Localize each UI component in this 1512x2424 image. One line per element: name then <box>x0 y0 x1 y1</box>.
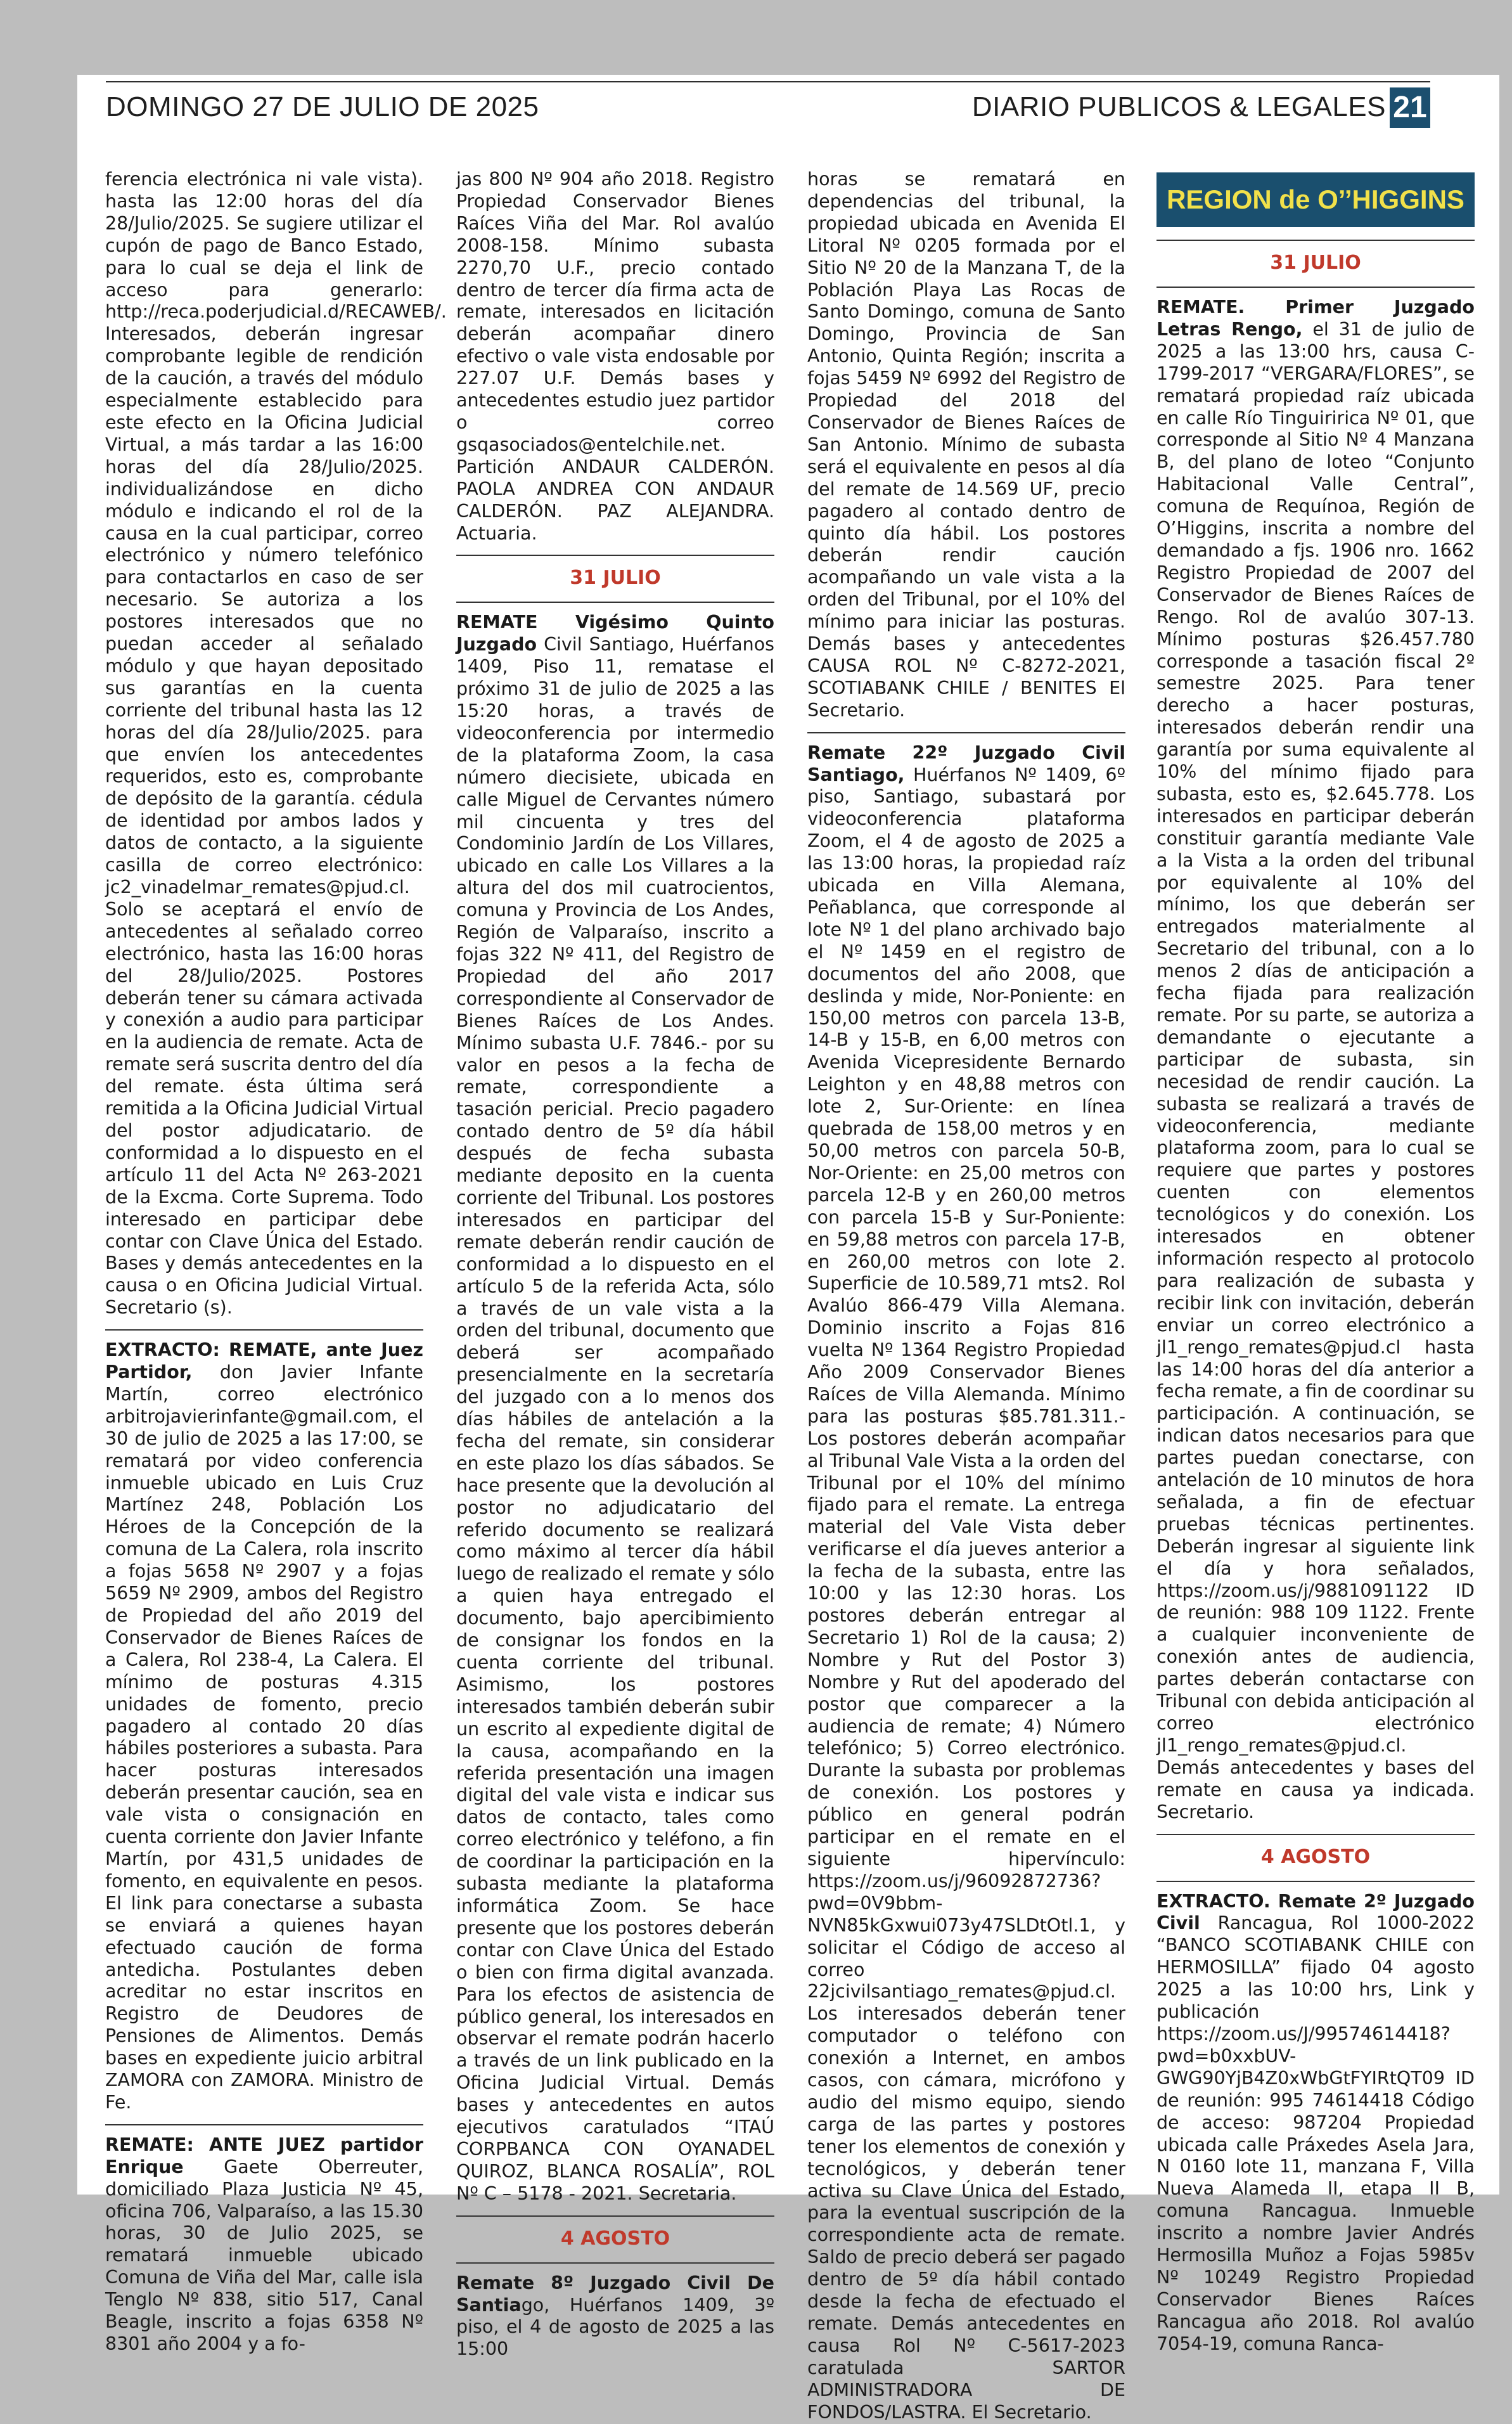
header-publication: DIARIO PUBLICOS & LEGALES <box>971 91 1386 122</box>
notice-text: ferencia electrónica ni vale vista). hasta las 12:00 horas del día 28/Julio/2025. Se sugiere utilizar el cupón de pago de Banco Estado, para lo cual se deja el link de acceso para generarlo: http://reca.poderjudicial.d/RECAWEB/. Interesados, deberán ingresar comprobante legible de rendición de la caución, a través del módulo especialmente establecido para este efecto en la Oficina Judicial Virtual, a más tardar a las 16:00 horas del día 28/Julio/2025. individualizándose en dicho módulo e indicando el rol de la causa en la cual participar, correo electrónico y número telefónico para contactarlos en caso de ser necesario. Se autoriza a los postores interesados que no puedan acceder al señalado módulo y que hayan depositado sus garantías en la cuenta corriente del tribunal hasta las 12 horas del día 28/Julio/2025. para que envíen los antecedentes requeridos, esto es, comprobante de depósito de la garantía. cédula de identidad por ambos lados y datos de contacto, a la siguiente casilla de correo electrónico: jc2_vinadelmar_remates@pjud.cl. Solo se aceptará el envío de antecedentes al señalado correo electrónico, hasta las 16:00 horas del 28/Julio/2025. Postores deberán tener su cámara activada y conexión a audio para participar en la audiencia de remate. Acta de remate será suscrita dentro del día del remate. ésta última será remitida a la Oficina Judicial Virtual del postor adjudicatario. de conformidad a lo dispuesto en el artículo 11 del Acta Nº 263-2021 de la Excma. Corte Suprema. Todo interesado en participar debe contar con Clave Única del Estado. Bases y demás antecedentes en la causa o en Oficina Judicial Virtual. Secretario (s). <box>105 169 447 1318</box>
notice <box>807 742 1125 2424</box>
header-date: DOMINGO 27 DE JULIO DE 2025 <box>106 91 539 122</box>
notice-text: jas 800 Nº 904 año 2018. Registro Propiedad Conservador Bienes Raíces Viña del Mar. Rol avalúo 2008-158. Mínimo subasta 2270,70 U.F., precio contado dentro de tercer día firma acta de remate, interesados en licitación deberán acompañar dinero efectivo o vale vista endosable por 227.07 U.F. Demás bases y antecedentes estudio juez partidor o correo gsqasociados@entelchile.net. Partición ANDAUR CALDERÓN. PAOLA ANDREA CON ANDAUR CALDERÓN. PAZ ALEJANDRA. Actuaria. <box>456 169 774 544</box>
section-date: 4 AGOSTO <box>1260 1845 1371 1868</box>
divider <box>456 2262 774 2264</box>
notice <box>456 612 774 2205</box>
notice-text: horas se rematará en dependencias del tribunal, la propiedad ubicada en Avenida El Litoral Nº 0205 formada por el Sitio Nº 20 de la Manzana T, de la Población Playa Las Rocas de Santo Domingo, comuna de Santo Domingo, Provincia de San Antonio, Quinta Región; inscrita a fojas 5459 Nº 6992 del Registro de Propiedad del 2018 del Conservador de Bienes Raíces de San Antonio. Mínimo de subasta será el equivalente en pesos al día del remate de 14.569 UF, precio pagadero al contado dentro de quinto día hábil. Los postores deberán rendir caución acompañando un vale vista a la orden del Tribunal, por el 10% del mínimo para iniciar las posturas. Demás bases y antecedentes CAUSA ROL Nº C-8272-2021, SCOTIABANK CHILE / BENITES El Secretario. <box>807 169 1125 721</box>
notice-body: go, Huérfanos 1409, 3º piso, el 4 de agosto de 2025 a las 15:00 <box>456 2294 774 2360</box>
divider <box>807 732 1125 733</box>
divider <box>1156 240 1475 241</box>
page-header <box>106 81 1430 128</box>
column-1 <box>105 169 447 2354</box>
divider <box>105 2124 423 2125</box>
divider <box>456 602 774 603</box>
notice-body: Gaete Oberreuter, domiciliado Plaza Justicia Nº 45, oficina 706, Valparaíso, a las 15.30 horas, 30 de Julio 2025, se rematará inmueble ubicado Comuna de Viña del Mar, calle isla Tenglo Nº 838, sitio 517, Canal Beagle, inscrito a fojas 6358 Nº 8301 año 2004 y a fo- <box>105 2156 423 2354</box>
newspaper-page <box>77 75 1499 2423</box>
notice-heading: Remate 8º Juzgado Civil De Santia <box>456 2272 774 2316</box>
region-banner: REGION de O’’HIGGINS <box>1156 172 1475 227</box>
divider <box>105 1329 423 1331</box>
notice-heading: REMATE. Primer Juzgado Letras Rengo, <box>1156 297 1475 340</box>
notice-body: Rancagua, Rol 1000-2022 “BANCO SCOTIABANK CHILE con HERMOSILLA” fijado 04 agosto 2025 a las 10:00 hrs, Link y publicación https://zoom.us/J/99574614418?pwd=b0xxbUV-GWG90YjB4Z0xWbGtFYIRtQT09 ID de reunión: 995 74614418 Código de acceso: 987204 Propiedad ubicada calle Práxedes Asela Jara, N 0160 lote 11, manzana F, Villa Nueva Alameda II, etapa II B, comuna Rancagua. Inmueble inscrito a nombre Javier Andrés Hermosilla Muñoz a Fojas 5985v Nº 10249 Registro Propiedad Conservador Bienes Raíces Rancagua año 2018. Rol avalúo 7054-19, comuna Ranca- <box>1156 1912 1475 2354</box>
column-3 <box>807 169 1125 2423</box>
section-date: 31 JULIO <box>1270 252 1361 274</box>
notice <box>1156 1891 1475 2356</box>
notice-heading: EXTRACTO. Remate 2º Juzgado Civil <box>1156 1890 1475 1934</box>
notice-heading: REMATE: ANTE JUEZ partidor Enrique <box>105 2134 423 2177</box>
notice <box>105 1339 423 2114</box>
column-2 <box>456 169 774 2360</box>
notice-heading: REMATE Vigésimo Quinto Juzgado <box>456 612 774 655</box>
column-4 <box>1156 169 1475 2354</box>
notice <box>456 2272 774 2361</box>
notice-heading: EXTRACTO: REMATE, ante Juez Partidor, <box>105 1339 423 1383</box>
page-number: 21 <box>1390 87 1430 128</box>
divider <box>1156 287 1475 288</box>
notice-body: Civil Santiago, Huérfanos 1409, Piso 11, rematase el próximo 31 de julio de 2025 a las 15:20 horas, a través de videoconferencia por intermedio de la plataforma Zoom, la casa número diecisiete, ubicada en calle Miguel de Cervantes número mil cincuenta y tres del Condominio Jardín de Los Villares, ubicado en calle Los Villares a la altura del dos mil cuatrocientos, comuna y Provincia de Los Andes, Región de Valparaíso, inscrito a fojas 322 Nº 411, del Registro de Propiedad del año 2017 correspondiente al Conservador de Bienes Raíces de Los Andes. Mínimo subasta U.F. 7846.- por su valor en pesos a la fecha de remate, correspondiente a tasación pericial. Precio pagadero contado dentro de 5º día hábil después de fecha subasta mediante deposito en la cuenta corriente del Tribunal. Los postores interesados en participar del remate deberán rendir caución de conformidad a lo dispuesto en el artículo 5 de la referida Acta, sólo a través de un vale vista a la orden del tribunal, documento que deberá ser acompañado presencialmente en la secretaría del juzgado con a lo menos dos días hábiles de antelación a la fecha del remate, sin considerar en este plazo los días sábados. Se hace presente que la devolución al postor no adjudicatario del referido documento se realizará como máximo al tercer día hábil luego de realizado el remate y sólo a quien haya entregado el documento, bajo apercibimiento de consignar los fondos en la cuenta corriente del tribunal. Asimismo, los postores interesados también deberán subir un escrito al expediente digital de la causa, acompañando en la referida presentación una imagen digital del vale vista e indicar sus datos de contacto, tales como correo electrónico y teléfono, a fin de coordinar la participación en la subasta mediante la plataforma informática Zoom. Se hace presente que los postores deberán contar con Clave Única del Estado o bien con firma digital avanzada. Para los efectos de asistencia de público general, los interesados en observar el remate podrán hacerlo a través de un link publicado en la Oficina Judicial Virtual. Demás bases y antecedentes en autos ejecutivos caratulados “ITAÚ CORPBANCA CON OYANADEL QUIROZ, BLANCA ROSALÍA”, ROL Nº C – 5178 - 2021. Secretaria. <box>456 634 774 2204</box>
divider <box>456 555 774 556</box>
notice-body: don Javier Infante Martín, correo electrónico arbitrojavierinfante@gmail.com, el 30 de julio de 2025 a las 17:00, se rematará por video conferencia inmueble ubicado en Luis Cruz Martínez 248, Población Los Héroes de la Concepción de la comuna de La Calera, rola inscrito a fojas 5658 Nº 2907 y a fojas 5659 Nº 2909, ambos del Registro de Propiedad del año 2019 del Conservador de Bienes Raíces de a Calera, Rol 238-4, La Calera. El mínimo de posturas 4.315 unidades de fomento, precio pagadero al contado 20 días hábiles posteriores a subasta. Para hacer posturas interesados deberán presentar caución, sea en vale vista o consignación en cuenta corriente don Javier Infante Martín, por 431,5 unidades de fomento, en equivalente en pesos. El link para conectarse a subasta se enviará a quienes hayan efectuado caución de forma antedicha. Postulantes deben acreditar no estar inscritos en Registro de Deudores de Pensiones de Alimentos. Demás bases en expediente juicio arbitral ZAMORA con ZAMORA. Ministro de Fe. <box>105 1362 423 2113</box>
section-date: 31 JULIO <box>570 567 661 590</box>
divider <box>456 2215 774 2217</box>
notice <box>1156 297 1475 1824</box>
section-date: 4 AGOSTO <box>560 2227 670 2250</box>
notice <box>105 2134 423 2356</box>
notice-heading: Remate 22º Juzgado Civil Santiago, <box>807 742 1125 785</box>
notice-body: el 31 de julio de 2025 a las 13:00 hrs, causa C-1799-2017 “VERGARA/FLORES”, se rematará propiedad raíz ubicada en calle Río Tinguiririca Nº 01, que corresponde al Sitio Nº 4 Manzana B, del plano de loteo “Conjunto Habitacional Valle Central”, comuna de Requínoa, Región de O’Higgins, inscrita a nombre del demandado a fjs. 1906 nro. 1662 Registro Propiedad de 2007 del Conservador de Bienes Raíces de Rengo. Rol de avalúo 307-13. Mínimo posturas $26.457.780 corresponde a tasación fiscal 2º semestre 2025. Para tener derecho a hacer posturas, interesados deberán rendir una garantía por suma equivalente al 10% del mínimo fijado para subasta, esto es, $2.645.778. Los interesados en participar deberán constituir garantía mediante Vale a la Vista a la orden del tribunal por equivalente al 10% del mínimo, los que deberán ser entregados materialmente al Secretario del tribunal, con a lo menos 2 días de anticipación a fecha fijada para realización remate. Por su parte, se autoriza a demandante o ejecutante a participar de subasta, sin necesidad de rendir caución. La subasta se realizará a través de videoconferencia, mediante plataforma zoom, para lo cual se requiere que partes y postores cuenten con elementos tecnológicos y do conexión. Los interesados en obtener información respecto al protocolo para realización de subasta y recibir link con invitación, deberán enviar un correo electrónico a jl1_rengo_remates@pjud.cl hasta las 14:00 horas del día anterior a fecha remate, a fin de coordinar su participación. A continuación, se indican datos necesarios para que partes puedan conectarse, con antelación de 10 minutos de hora señalada, a fin de efectuar pruebas técnicas pertinentes. Deberán ingresar al siguiente link el día y hora señalados, https://zoom.us/j/9881091122 ID de reunión: 988 109 1122. Frente a cualquier inconveniente de conexión antes de audiencia, partes deberán contactarse con Tribunal con debida anticipación al correo electrónico jl1_rengo_remates@pjud.cl. Demás antecedentes y bases del remate en causa ya indicada. Secretario. <box>1156 318 1475 1822</box>
divider <box>1156 1834 1475 1835</box>
divider <box>1156 1881 1475 1882</box>
notice-body: Huérfanos Nº 1409, 6º piso, Santiago, subastará por videoconferencia plataforma Zoom, el 4 de agosto de 2025 a las 13:00 horas, la propiedad raíz ubicada en Villa Alemana, Peñablanca, que corresponde al lote Nº 1 del plano archivado bajo el Nº 1459 en el registro de documentos del año 2008, que deslinda y mide, Nor-Poniente: en 150,00 metros con parcela 13-B, 14-B y 15-B, en 6,00 metros con Avenida Vicepresidente Bernardo Leighton y en 48,88 metros con lote 2, Sur-Oriente: en línea quebrada de 158,00 metros y en 50,00 metros con parcela 50-B, Nor-Oriente: en 25,00 metros con parcela 12-B y en 260,00 metros con parcela 15-B y Sur-Poniente: en 59,88 metros con parcela 17-B, en 260,00 metros con lote 2. Superficie de 10.589,71 mts2. Rol Avalúo 866-479 Villa Alemana. Dominio inscrito a Fojas 816 vuelta Nº 1364 Registro Propiedad Año 2009 Conservador Bienes Raíces de Villa Alemanda. Mínimo para las posturas $85.781.311.- Los postores deberán acompañar al Tribunal Vale Vista a la orden del Tribunal por el 10% del mínimo fijado para el remate. La entrega material del Vale Vista deber verificarse el día jueves anterior a la fecha de la subasta, entre las 10:00 y las 12:30 horas. Los postores deberán entregar al Secretario 1) Rol de la causa; 2) Nombre y Rut del Postor 3) Nombre y Rut del apoderado del postor que comparecer a la audiencia de remate; 4) Número telefónico; 5) Correo electrónico. Durante la subasta por problemas de conexión. Los postores y público en general podrán participar en el remate en el siguiente hipervínculo: https://zoom.us/j/96092872736?pwd=0V9bbm-NVN85kGxwui073y47SLDtOtl.1, y solicitar el Código de acceso al correo 22jcivilsantiago_remates@pjud.cl. Los interesados deberán tener computador o teléfono con conexión a Internet, en ambos casos, con cámara, micrófono y audio del mismo equipo, siendo carga de las partes y postores tener los elementos de conexión y tecnológicos, y deberán tener activa su Clave Única del Estado, para la eventual suscripción de la correspondiente acta de remate. Saldo de precio deberá ser pagado dentro de 5º día hábil contado desde la fecha de efectuado el remate. Demás antecedentes en causa Rol Nº C-5617-2023 caratulada SARTOR ADMINISTRADORA DE FONDOS/LASTRA. El Secretario. <box>807 764 1125 2423</box>
